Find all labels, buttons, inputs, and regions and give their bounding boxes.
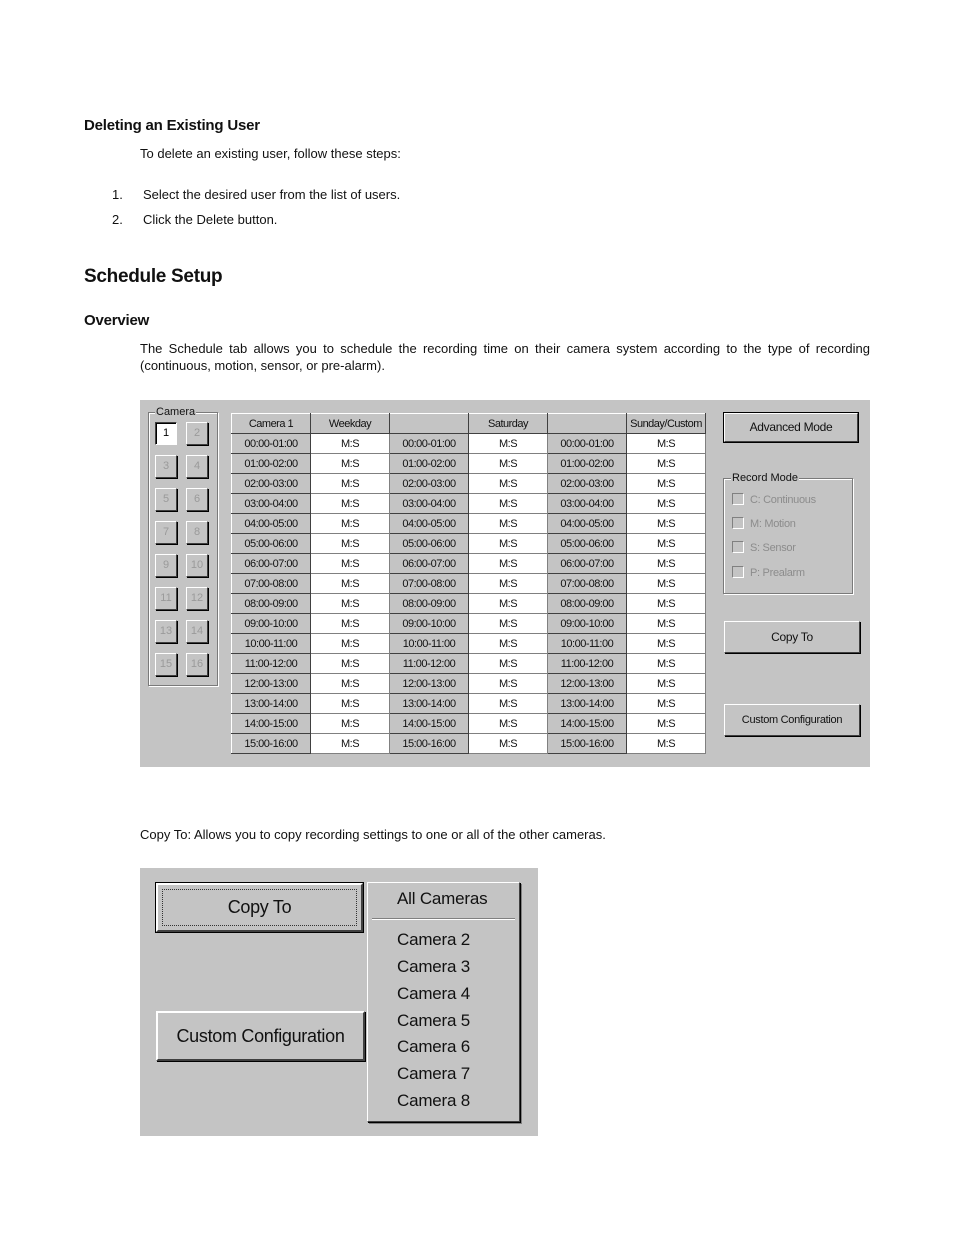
menu-separator [372,918,515,920]
time-slot-cell: 01:00-02:00 [390,454,469,474]
copy-to-button[interactable]: Copy To [724,621,860,653]
record-mode-cell[interactable]: M:S [469,554,548,574]
intro-text: To delete an existing user, follow these steps: [140,146,401,161]
schedule-grid [231,413,706,754]
camera-button[interactable]: 16 [186,653,208,676]
custom-configuration-button-large[interactable]: Custom Configuration [156,1011,365,1061]
schedule-screenshot [140,400,870,767]
copy-to-caption: Copy To: Allows you to copy recording settings to one or all of the other cameras. [140,827,606,842]
menu-item-all-cameras[interactable]: All Cameras [397,889,488,908]
subheading-overview: Overview [84,312,150,329]
time-slot-cell: 00:00-01:00 [548,434,627,454]
camera-button[interactable]: 5 [155,488,177,511]
camera-group-label: Camera [156,406,196,418]
record-mode-cell[interactable]: M:S [469,674,548,694]
step-text: Click the Delete button. [143,212,278,227]
grid-row [232,634,706,654]
time-slot-cell: 13:00-14:00 [548,694,627,714]
camera-groupbox [148,412,218,686]
time-slot-cell: 00:00-01:00 [232,434,311,454]
checkbox-icon [732,541,744,553]
record-mode-cell[interactable]: M:S [311,674,390,694]
time-slot-cell: 10:00-11:00 [390,634,469,654]
grid-row [232,614,706,634]
record-mode-cell[interactable]: M:S [311,594,390,614]
time-slot-cell: 01:00-02:00 [548,454,627,474]
grid-column-header [390,414,469,434]
time-slot-cell: 06:00-07:00 [390,554,469,574]
grid-row [232,674,706,694]
time-slot-cell: 15:00-16:00 [390,734,469,754]
camera-button[interactable]: 1 [155,422,177,445]
time-slot-cell: 05:00-06:00 [232,534,311,554]
grid-column-header: Weekday [311,414,390,434]
time-slot-cell: 06:00-07:00 [232,554,311,574]
step-number: 2. [112,212,123,227]
menu-item-camera[interactable]: Camera 6 [397,1037,471,1056]
camera-button[interactable]: 14 [186,620,208,643]
record-mode-cell[interactable]: M:S [469,714,548,734]
time-slot-cell: 07:00-08:00 [390,574,469,594]
time-slot-cell: 02:00-03:00 [232,474,311,494]
grid-column-header: Sunday/Custom [627,414,706,434]
record-mode-cell[interactable]: M:S [311,554,390,574]
record-mode-cell[interactable]: M:S [627,494,706,514]
section-heading-schedule-setup: Schedule Setup [84,266,223,287]
time-slot-cell: 00:00-01:00 [390,434,469,454]
time-slot-cell: 04:00-05:00 [232,514,311,534]
copy-to-screenshot [140,868,538,1136]
time-slot-cell: 06:00-07:00 [548,554,627,574]
camera-button[interactable]: 9 [155,554,177,577]
record-mode-cell[interactable]: M:S [311,434,390,454]
record-mode-cell[interactable]: M:S [469,734,548,754]
camera-button[interactable]: 12 [186,587,208,610]
grid-row [232,434,706,454]
camera-button[interactable]: 6 [186,488,208,511]
record-mode-cell[interactable]: M:S [627,454,706,474]
time-slot-cell: 08:00-09:00 [232,594,311,614]
time-slot-cell: 02:00-03:00 [390,474,469,494]
time-slot-cell: 14:00-15:00 [390,714,469,734]
time-slot-cell: 14:00-15:00 [232,714,311,734]
time-slot-cell: 09:00-10:00 [390,614,469,634]
grid-row [232,554,706,574]
record-mode-cell[interactable]: M:S [311,694,390,714]
copy-to-button-large[interactable]: Copy To [156,883,363,932]
record-mode-cell[interactable]: M:S [627,534,706,554]
time-slot-cell: 02:00-03:00 [548,474,627,494]
record-mode-cell[interactable]: M:S [469,474,548,494]
record-mode-cell[interactable]: M:S [627,634,706,654]
camera-button[interactable]: 8 [186,521,208,544]
menu-item-camera[interactable]: Camera 7 [397,1064,471,1083]
step-text: Select the desired user from the list of users. [143,187,401,202]
record-mode-groupbox [723,478,853,594]
menu-item-camera[interactable]: Camera 3 [397,957,471,976]
time-slot-cell: 11:00-12:00 [232,654,311,674]
record-mode-cell[interactable]: M:S [311,534,390,554]
time-slot-cell: 05:00-06:00 [390,534,469,554]
record-mode-cell[interactable]: M:S [627,474,706,494]
time-slot-cell: 10:00-11:00 [548,634,627,654]
grid-column-header: Saturday [469,414,548,434]
record-mode-cell[interactable]: M:S [469,534,548,554]
record-mode-cell[interactable]: M:S [311,494,390,514]
time-slot-cell: 11:00-12:00 [390,654,469,674]
record-mode-option[interactable]: C: Continuous [732,493,816,507]
record-mode-cell[interactable]: M:S [627,594,706,614]
record-mode-cell[interactable]: M:S [311,634,390,654]
time-slot-cell: 03:00-04:00 [390,494,469,514]
record-mode-cell[interactable]: M:S [311,574,390,594]
grid-column-header: Camera 1 [232,414,311,434]
record-mode-cell[interactable]: M:S [469,434,548,454]
record-mode-cell[interactable]: M:S [311,714,390,734]
time-slot-cell: 04:00-05:00 [390,514,469,534]
record-mode-cell[interactable]: M:S [311,614,390,634]
grid-row [232,594,706,614]
camera-button[interactable]: 2 [186,422,208,445]
time-slot-cell: 07:00-08:00 [548,574,627,594]
grid-row [232,514,706,534]
grid-column-header [548,414,627,434]
time-slot-cell: 09:00-10:00 [232,614,311,634]
time-slot-cell: 01:00-02:00 [232,454,311,474]
grid-row [232,454,706,474]
record-mode-option[interactable]: S: Sensor [732,541,796,555]
time-slot-cell: 07:00-08:00 [232,574,311,594]
time-slot-cell: 05:00-06:00 [548,534,627,554]
advanced-mode-button[interactable]: Advanced Mode [724,413,858,442]
camera-button[interactable]: 7 [155,521,177,544]
step-number: 1. [112,187,123,202]
grid-row [232,474,706,494]
time-slot-cell: 08:00-09:00 [548,594,627,614]
grid-row [232,694,706,714]
record-mode-cell[interactable]: M:S [627,694,706,714]
time-slot-cell: 12:00-13:00 [232,674,311,694]
time-slot-cell: 13:00-14:00 [390,694,469,714]
grid-row [232,494,706,514]
time-slot-cell: 12:00-13:00 [390,674,469,694]
menu-item-camera[interactable]: Camera 5 [397,1011,471,1030]
record-mode-cell[interactable]: M:S [627,674,706,694]
menu-item-camera[interactable]: Camera 2 [397,930,471,949]
record-mode-cell[interactable]: M:S [311,454,390,474]
record-mode-option[interactable]: M: Motion [732,517,796,531]
time-slot-cell: 08:00-09:00 [390,594,469,614]
checkbox-icon [732,566,744,578]
record-mode-cell[interactable]: M:S [311,654,390,674]
record-mode-cell[interactable]: M:S [469,594,548,614]
overview-paragraph: The Schedule tab allows you to schedule the recording time on their camera system according to the type of recording (continuous, motion, sensor, or pre-alarm). [140,341,870,373]
record-mode-cell[interactable]: M:S [469,654,548,674]
time-slot-cell: 09:00-10:00 [548,614,627,634]
time-slot-cell: 11:00-12:00 [548,654,627,674]
record-mode-cell[interactable]: M:S [469,694,548,714]
time-slot-cell: 14:00-15:00 [548,714,627,734]
grid-row [232,734,706,754]
record-mode-cell[interactable]: M:S [469,614,548,634]
record-mode-cell[interactable]: M:S [311,474,390,494]
camera-button[interactable]: 10 [186,554,208,577]
record-mode-cell[interactable]: M:S [627,554,706,574]
time-slot-cell: 15:00-16:00 [232,734,311,754]
record-mode-cell[interactable]: M:S [469,494,548,514]
menu-item-camera[interactable]: Camera 8 [397,1091,471,1110]
record-mode-cell[interactable]: M:S [627,654,706,674]
record-mode-cell[interactable]: M:S [627,714,706,734]
time-slot-cell: 12:00-13:00 [548,674,627,694]
camera-button[interactable]: 11 [155,587,177,610]
record-mode-cell[interactable]: M:S [627,574,706,594]
camera-button[interactable]: 3 [155,455,177,478]
record-mode-label: Record Mode [732,472,799,484]
grid-row [232,654,706,674]
time-slot-cell: 13:00-14:00 [232,694,311,714]
time-slot-cell: 03:00-04:00 [232,494,311,514]
menu-item-camera[interactable]: Camera 4 [397,984,471,1003]
time-slot-cell: 04:00-05:00 [548,514,627,534]
record-mode-cell[interactable]: M:S [627,734,706,754]
camera-button[interactable]: 15 [155,653,177,676]
time-slot-cell: 03:00-04:00 [548,494,627,514]
record-mode-cell[interactable]: M:S [311,514,390,534]
record-mode-cell[interactable]: M:S [469,454,548,474]
record-mode-cell[interactable]: M:S [627,514,706,534]
record-mode-option[interactable]: P: Prealarm [732,566,805,580]
record-mode-cell[interactable]: M:S [627,434,706,454]
section-heading-deleting-user: Deleting an Existing User [84,117,260,134]
focus-rectangle [162,889,357,926]
copy-to-menu [367,882,520,1122]
camera-button[interactable]: 13 [155,620,177,643]
record-mode-cell[interactable]: M:S [469,514,548,534]
camera-button[interactable]: 4 [186,455,208,478]
grid-row [232,714,706,734]
custom-configuration-button[interactable]: Custom Configuration [724,704,860,736]
record-mode-cell[interactable]: M:S [311,734,390,754]
record-mode-cell[interactable]: M:S [469,634,548,654]
grid-row [232,574,706,594]
time-slot-cell: 10:00-11:00 [232,634,311,654]
checkbox-icon [732,493,744,505]
checkbox-icon [732,517,744,529]
record-mode-cell[interactable]: M:S [469,574,548,594]
record-mode-cell[interactable]: M:S [627,614,706,634]
time-slot-cell: 15:00-16:00 [548,734,627,754]
grid-row [232,534,706,554]
